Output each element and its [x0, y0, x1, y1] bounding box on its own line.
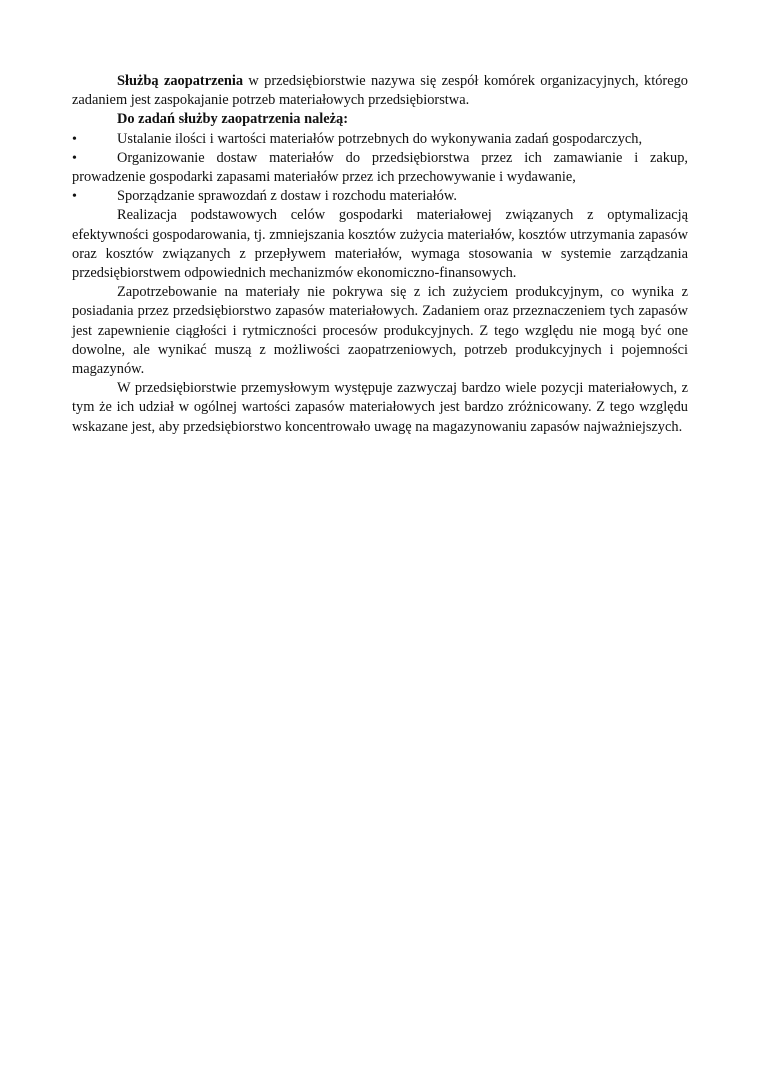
list-item-text: Sporządzanie sprawozdań z dostaw i rozchodu materiałów.	[117, 188, 457, 205]
intro-term: Służbą zaopatrzenia	[117, 73, 244, 89]
document-page	[72, 72, 688, 437]
list-item	[72, 149, 688, 187]
bullet-icon: •	[72, 150, 77, 166]
body-paragraph: W przedsiębiorstwie przemysłowym występuje zazwyczaj bardzo wiele pozycji materiałowych, z tym że ich udział w ogólnej wartości zapasów materiałowych jest bardzo zróżnicowany. Z tego względu wskazane jest, aby przedsiębiorstwo koncentrowało uwagę na magazynowaniu zapasów najważniejszych.	[72, 380, 688, 435]
intro-text: w przedsiębiorstwie nazywa się zespół komórek organizacyjnych, którego zadaniem jest zaspokajanie potrzeb materiałowych przedsiębiorstwa.	[72, 73, 688, 109]
list-item	[72, 130, 688, 149]
intro-paragraph	[72, 72, 688, 110]
list-item-text: Organizowanie dostaw materiałów do przedsiębiorstwa przez ich zamawianie i zakup, prowadzenie gospodarki zapasami materiałów przez ich przechowywanie i wydawanie,	[72, 149, 688, 186]
tasks-list	[72, 130, 688, 207]
list-item	[72, 187, 688, 206]
body-paragraph: Realizacja podstawowych celów gospodarki materiałowej związanych z optymalizacją efektywności gospodarowania, tj. zmniejszania kosztów zużycia materiałów, kosztów utrzymania zapasów oraz kosztów związanych z przepływem materiałów, wymaga stosowania w systemie zarządzania przedsiębiorstwem odpowiednich mechanizmów ekonomiczno-finansowych.	[72, 207, 688, 282]
tasks-heading: Do zadań służby zaopatrzenia należą:	[117, 111, 349, 128]
body-paragraph: Zapotrzebowanie na materiały nie pokrywa się z ich zużyciem produkcyjnym, co wynika z posiadania przez przedsiębiorstwo zapasów materiałowych. Zadaniem oraz przeznaczeniem tych zapasów jest zapewnienie ciągłości i rytmiczności procesów produkcyjnych. Z tego względu nie mogą być one dowolne, ale wynikać muszą z możliwości zaopatrzeniowych, potrzeb produkcyjnych i pojemności magazynów.	[72, 284, 688, 378]
bullet-icon: •	[72, 189, 77, 205]
list-item-text: Ustalanie ilości i wartości materiałów potrzebnych do wykonywania zadań gospodarczych,	[117, 130, 643, 147]
bullet-icon: •	[72, 131, 77, 147]
